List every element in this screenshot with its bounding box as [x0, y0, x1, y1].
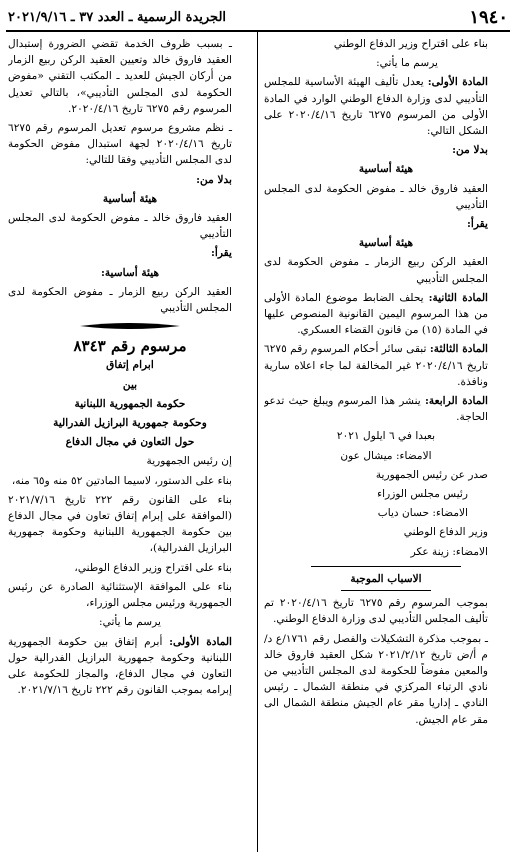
- section-rule: [311, 566, 461, 567]
- reads-label: يقرأ:: [466, 218, 488, 231]
- legal-basis: بناء على اقتراح وزير الدفاع الوطني،: [74, 561, 232, 574]
- legal-basis: بناء على الدستور، لاسيما المادتين ٥٢ منه و٦٥ منه،: [11, 474, 232, 487]
- instead-label: بدلا من:: [452, 144, 488, 157]
- decree-subtitle: بين: [122, 378, 138, 391]
- article-4: [264, 393, 508, 425]
- president-signature: الامضاء: ميشال عون: [340, 449, 432, 462]
- person-entry: العقيد الركن ربيع الزمار ـ مفوض الحكومة لدى المجلس التأديبي: [264, 256, 488, 285]
- basic-body-heading: هيئة أساسية:: [100, 266, 160, 279]
- decree-line: يرسم ما يأتي:: [99, 616, 161, 629]
- president-line: إن رئيس الجمهورية: [146, 455, 232, 468]
- article-text: يحلف الضابط موضوع المادة الأولى من هذا المرسوم اليمين القانونية المنصوص عليها في المادة (١٥) من قانون القضاء العسكري.: [264, 291, 488, 337]
- left-column: [8, 36, 252, 856]
- decree-line: يرسم ما يأتي:: [376, 57, 438, 70]
- basic-body-heading: هيئة أساسية: [102, 192, 158, 205]
- pm-title: رئيس مجلس الوزراء: [377, 488, 468, 501]
- reasons-paragraph: بموجب المرسوم رقم ٦٢٧٥ تاريخ ٢٠٢٠/٤/١٦ تم تأليف المجلس التأديبي لدى وزارة الدفاع الوطني.: [264, 597, 488, 626]
- legal-basis: بناء على الموافقة الإستثنائية الصادرة عن رئيس الجمهورية ورئيس مجلس الوزراء،: [8, 580, 232, 610]
- basic-body-heading: هيئة أساسية: [358, 163, 414, 176]
- article-text: أبرم إتفاق بين حكومة الجمهورية اللبنانية وحكومة جمهورية البرازيل الفدرالية حول التعاون في مجال الدفاع، والمجاز للحكومة على إبرامه بموجب القانون رقم ٢٢٢ تاريخ ٢٠٢١/٧/١٦.: [8, 635, 232, 697]
- decree-subtitle: حول التعاون في مجال الدفاع: [65, 436, 195, 449]
- defense-minister-signature: الامضاء: زينة عكر: [410, 545, 488, 558]
- column-divider: [257, 32, 258, 852]
- ornamental-separator: [80, 322, 180, 330]
- reasons-paragraph: ـ نظم مشروع مرسوم تعديل المرسوم رقم ٦٢٧٥ تاريخ ٢٠٢٠/٤/١٦ لجهة استبدال مفوض الحكومة لدى المجلس التأديبي وفقا للتالي:: [8, 122, 232, 167]
- page-header: [6, 6, 510, 32]
- section-rule: [341, 590, 431, 591]
- article-1: [264, 74, 508, 139]
- article-text: ينشر هذا المرسوم ويبلغ حيث تدعو الحاجة.: [264, 395, 488, 424]
- person-entry: العقيد فاروق خالد ـ مفوض الحكومة لدى المجلس التأديبي: [8, 212, 232, 241]
- article-1: [8, 634, 252, 699]
- article-label: المادة الأولى:: [169, 635, 232, 648]
- article-label: المادة الثالثة:: [429, 343, 489, 356]
- basic-body-heading: هيئة أساسية: [358, 237, 414, 250]
- reasons-heading: الاسباب الموجبة: [350, 572, 422, 585]
- reads-label: يقرأ:: [210, 247, 232, 260]
- separator-ornament: [80, 322, 180, 330]
- article-label: المادة الثانية:: [428, 291, 488, 304]
- decree-subtitle: حكومة الجمهورية اللبنانية: [74, 397, 186, 410]
- defense-minister-title: وزير الدفاع الوطني: [403, 526, 488, 539]
- pm-signature: الامضاء: حسان دياب: [377, 507, 468, 520]
- article-text: يعدل تأليف الهيئة الأساسية للمجلس التأديبي لدى وزارة الدفاع الوطني الوارد في المادة الأولى من المرسوم ٦٢٧٥ تاريخ ٢٠٢٠/٤/١٦ على الشكل التالي:: [264, 76, 488, 138]
- person-entry: العقيد الركن ربيع الزمار ـ مفوض الحكومة لدى المجلس التأديبي: [8, 285, 232, 315]
- article-label: المادة الأولى:: [427, 76, 488, 89]
- person-entry: العقيد فاروق خالد ـ مفوض الحكومة لدى المجلس التأديبي: [264, 182, 488, 211]
- article-label: المادة الرابعة:: [425, 395, 488, 408]
- legal-basis: بناء على القانون رقم ٢٢٢ تاريخ ٢٠٢١/٧/١٦ (الموافقة على إبرام إتفاق تعاون في مجال الدفاع بين حكومة الجمهورية اللبنانية وحكومة جمهورية البرازيل الفدرالية)،: [8, 493, 232, 555]
- intro-text: بناء على اقتراح وزير الدفاع الوطني: [333, 38, 488, 50]
- decree-subtitle: وحكومة جمهورية البرازيل الفدرالية: [53, 417, 207, 430]
- issued-by: صدر عن رئيس الجمهورية: [375, 468, 488, 481]
- instead-label: بدلا من:: [196, 173, 232, 186]
- decree-title: مرسوم رقم ٨٣٤٣: [73, 337, 187, 356]
- article-text: تبقى سائر أحكام المرسوم رقم ٦٢٧٥ تاريخ ٢٠٢٠/٤/١٦ غير المخالفة لما جاء اعلاه سارية ونافذة.: [264, 343, 488, 388]
- article-2: [264, 290, 508, 339]
- signing-date: بعبدا في ٦ ايلول ٢٠٢١: [336, 430, 436, 443]
- right-column: [264, 36, 508, 856]
- page-number: ١٩٤٠: [469, 7, 508, 28]
- decree-subtitle: ابرام إتفاق: [106, 359, 154, 372]
- gazette-title: الجريدة الرسمية ـ العدد ٣٧ ـ ٢٠٢١/٩/١٦: [8, 10, 227, 25]
- article-3: [264, 341, 508, 390]
- reasons-paragraph: ـ بموجب مذكرة التشكيلات والفصل رقم ١٧٦١/ع د/م أ/ض تاريخ ٢٠٢١/٢/١٢ شكل العقيد فاروق خالد والمعين مفوضاً للحكومة لدى المجلس التأديبي من نادي الرتباء المركزي في منطقة الشمال ـ رئيس النادي ـ إداريا مقر عام الجيش منطقة الشمال الى مقر عام الجيش.: [264, 632, 488, 726]
- reasons-paragraph: ـ بسبب ظروف الخدمة تقضي الضرورة إستبدال العقيد فاروق خالد وتعيين العقيد الركن ربيع الزمار من أركان الجيش للعديد ـ المكتب التقني «مفوض الحكومة لدى المجلس التأديبي»، بالتالي تعديل المرسوم رقم ٦٢٧٥ تاريخ ٢٠٢٠/٤/١٦.: [8, 38, 232, 115]
